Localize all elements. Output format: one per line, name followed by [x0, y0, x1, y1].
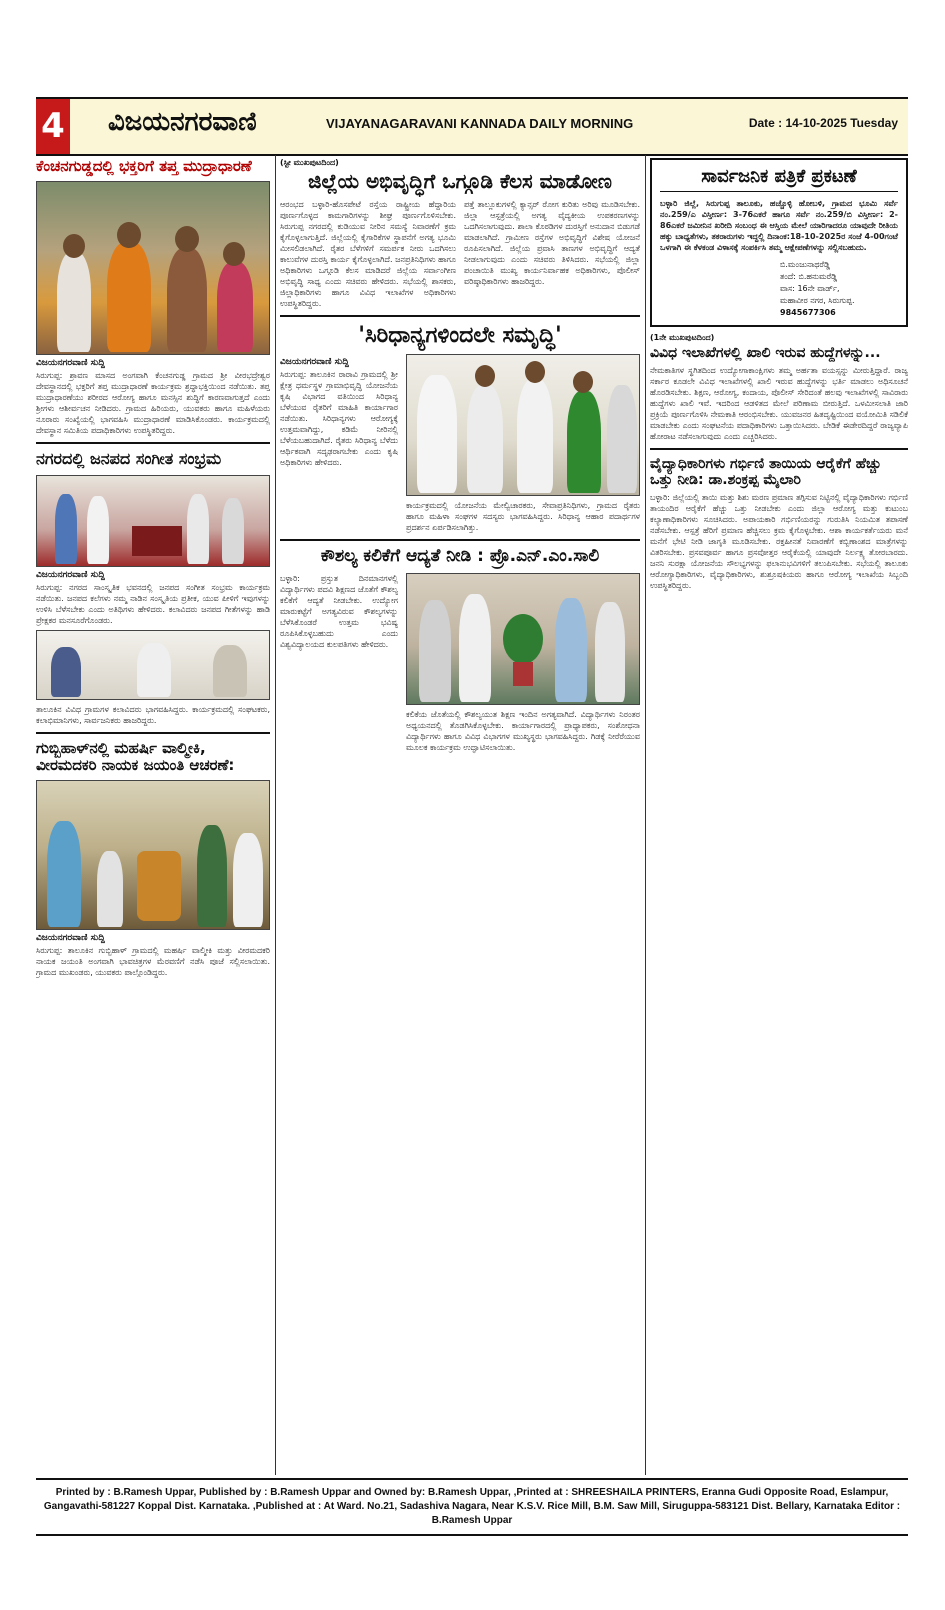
story-body-pregnant-care: ಬಳ್ಳಾರಿ: ಜಿಲ್ಲೆಯಲ್ಲಿ ತಾಯಿ ಮತ್ತು ಶಿಶು ಮರಣ ಪ್ರಮಾಣ ತಗ್ಗಿಸುವ ನಿಟ್ಟಿನಲ್ಲಿ ವೈದ್ಯಾಧಿಕಾರಿಗಳು ಗರ್ಭಿಣಿ ತಾಯಂದಿರ ಆರೈಕೆಗೆ ಹೆಚ್ಚು ಒತ್ತು ನೀಡಬೇಕು ಎಂದು ಜಿಲ್ಲಾ ಆರೋಗ್ಯ ಮತ್ತು ಕುಟುಂಬ ಕಲ್ಯಾಣಾಧಿಕಾರಿಗಳು ಸೂಚಿಸಿದರು. ಅಪಾಯಕಾರಿ ಗರ್ಭಿಣಿಯರನ್ನು ಗುರುತಿಸಿ ನಿಯಮಿತ ತಪಾಸಣೆ ನಡೆಸಬೇಕು. ಆಸ್ಪತ್ರೆ ಹೆರಿಗೆ ಪ್ರಮಾಣ ಹೆಚ್ಚಿಸಲು ಕ್ರಮ ಕೈಗೊಳ್ಳಬೇಕು. ಆಶಾ ಕಾರ್ಯಕರ್ತೆಯರು ಮನೆ ಮನೆಗೆ ಭೇಟಿ ನೀಡಿ ಜಾಗೃತಿ ಮೂಡಿಸಬೇಕು. ರಕ್ತಹೀನತೆ ನಿವಾರಣೆಗೆ ಕಬ್ಬಿಣಾಂಶದ ಮಾತ್ರೆಗಳನ್ನು ವಿತರಿಸಬೇಕು. ಪ್ರಸವಪೂರ್ವ ಹಾಗೂ ಪ್ರಸವೋತ್ತರ ಆರೈಕೆಯಲ್ಲಿ ಯಾವುದೇ ನಿರ್ಲಕ್ಷ್ಯ ತೋರಬಾರದು. ಜನನಿ ಸುರಕ್ಷಾ ಯೋಜನೆಯ ಸೌಲಭ್ಯಗಳನ್ನು ಫಲಾನುಭವಿಗಳಿಗೆ ತಲುಪಿಸಬೇಕು. ಸಭೆಯಲ್ಲಿ ತಾಲೂಕು ಆರೋಗ್ಯಾಧಿಕಾರಿಗಳು, ವೈದ್ಯಾಧಿಕಾರಿಗಳು, ಶುಶ್ರೂಷಕಿಯರು ಹಾಗೂ ಆರೋಗ್ಯ ಇಲಾಖೆಯ ಸಿಬ್ಬಂದಿ ಉಪಸ್ಥಿತರಿದ್ದರು. [650, 493, 908, 591]
divider [280, 315, 640, 317]
headline-kenchanagudda: ಕೆಂಚನಗುಡ್ಡದಲ್ಲಿ ಭಕ್ತರಿಗೆ ತಪ್ತ ಮುದ್ರಾಧಾರಣೆ [36, 158, 252, 175]
notice-signatory-name: ಬಿ.ಮಂಜುನಾಥರೆಡ್ಡಿ [780, 260, 830, 269]
public-notice-heading: ಸಾರ್ವಜನಿಕ ಪತ್ರಿಕೆ ಪ್ರಕಟಣೆ [660, 166, 898, 192]
masthead-title-kannada: ವಿಜಯನಗರವಾಣಿ [108, 107, 257, 137]
story-body-skill-left: ಬಳ್ಳಾರಿ: ಪ್ರಸ್ತುತ ದಿನಮಾನಗಳಲ್ಲಿ ವಿದ್ಯಾರ್ಥಿಗಳು ಪದವಿ ಶಿಕ್ಷಣದ ಜೊತೆಗೆ ಕೌಶಲ್ಯ ಕಲಿಕೆಗೆ ಆದ್ಯತೆ ನೀಡಬೇಕು. ಉದ್ಯೋಗ ಮಾರುಕಟ್ಟೆಗೆ ಅಗತ್ಯವಿರುವ ಕೌಶಲ್ಯಗಳನ್ನು ಬೆಳೆಸಿಕೊಂಡರೆ ಉತ್ತಮ ಭವಿಷ್ಯ ರೂಪಿಸಿಕೊಳ್ಳಬಹುದು ಎಂದು ವಿಶ್ವವಿದ್ಯಾಲಯದ ಕುಲಪತಿಗಳು ಹೇಳಿದರು. [280, 573, 398, 649]
divider [36, 732, 270, 734]
story-body-vacant-posts: ನೇಮಕಾತಿಗಳ ಸ್ಥಗಿತದಿಂದ ಉದ್ಯೋಗಾಕಾಂಕ್ಷಿಗಳು ತಮ್ಮ ಅರ್ಹತಾ ವಯಸ್ಸನ್ನು ಮೀರುತ್ತಿದ್ದಾರೆ. ರಾಜ್ಯ ಸರ್ಕಾರ ಕೂಡಲೇ ವಿವಿಧ ಇಲಾಖೆಗಳಲ್ಲಿ ಖಾಲಿ ಇರುವ ಹುದ್ದೆಗಳನ್ನು ಭರ್ತಿ ಮಾಡಲು ಅಧಿಸೂಚನೆ ಹೊರಡಿಸಬೇಕು. ಶಿಕ್ಷಣ, ಆರೋಗ್ಯ, ಕಂದಾಯ, ಪೊಲೀಸ್ ಸೇರಿದಂತೆ ಹಲವು ಇಲಾಖೆಗಳಲ್ಲಿ ಸಾವಿರಾರು ಹುದ್ದೆಗಳು ಖಾಲಿ ಇವೆ. ಇದರಿಂದ ಆಡಳಿತದ ಮೇಲೆ ಪರಿಣಾಮ ಬೀರುತ್ತಿದೆ. ಒಳಮೀಸಲಾತಿ ಜಾರಿ ಪ್ರಕ್ರಿಯೆ ಪೂರ್ಣಗೊಳಿಸಿ ನೇಮಕಾತಿ ಆರಂಭಿಸಬೇಕು. ಯುವಜನರ ಹಿತದೃಷ್ಟಿಯಿಂದ ವಯೋಮಿತಿ ಸಡಿಲಿಕೆ ಮಾಡಬೇಕು ಎಂದು ಸಂಘಟನೆಯ ಪದಾಧಿಕಾರಿಗಳು ಒತ್ತಾಯಿಸಿದರು. ಬೇಡಿಕೆ ಈಡೇರದಿದ್ದರೆ ರಾಜ್ಯವ್ಯಾಪಿ ಹೋರಾಟ ನಡೆಸಲಾಗುವುದು ಎಂದು ಎಚ್ಚರಿಸಿದರು. [650, 366, 908, 442]
photo-skill-plant-watering [406, 573, 640, 705]
story-body-siridhanya-bottom: ಕಾರ್ಯಕ್ರಮದಲ್ಲಿ ಯೋಜನೆಯ ಮೇಲ್ವಿಚಾರಕರು, ಸೇವಾಪ್ರತಿನಿಧಿಗಳು, ಗ್ರಾಮದ ರೈತರು ಹಾಗೂ ಮಹಿಳಾ ಸಂಘಗಳ ಸದಸ್ಯರು ಭಾಗವಹಿಸಿದ್ದರು. ಸಿರಿಧಾನ್ಯ ಆಹಾರ ಪದಾರ್ಥಗಳ ಪ್ರದರ್ಶನ ಏರ್ಪಡಿಸಲಾಗಿತ್ತು. [406, 501, 640, 533]
kicker: (1ನೇ ಮುಖಪುಟದಿಂದ) [650, 333, 715, 342]
photo-siridhanya-lamp-lighting [406, 354, 640, 496]
imprint-footer [36, 1478, 908, 1536]
notice-signatory-address: ವಾಸ: 16ನೇ ವಾರ್ಡ್, [780, 284, 840, 293]
credit-line: ವಿಜಯನಗರವಾಣಿ ಸುದ್ದಿ [36, 933, 105, 944]
imprint-text: Printed by : B.Ramesh Uppar, Published by : B.Ramesh Uppar and Owned by: B.Ramesh Uppar, ,Printed at : SHREESHAILA PRINTERS, Eranna Gudi Opposite Road, Eslampur, Gangavathi-581227 Koppal Dist. Karnataka. ,Published at : At Ward. No.21, Sadashiva Nagara, Near K.S.V. Rice Mill, B.M. Saw Mill, Siruguppa-583121 Dist. Bellary, Karnataka Editor : B.Ramesh Uppar [43, 1487, 901, 1526]
credit-line: ವಿಜಯನಗರವಾಣಿ ಸುದ್ದಿ [36, 358, 105, 369]
masthead-title-english: VIJAYANAGARAVANI KANNADA DAILY MORNING [326, 116, 634, 131]
headline-skill-learning: ಕೌಶಲ್ಯ ಕಲಿಕೆಗೆ ಆದ್ಯತೆ ನೀಡಿ : ಪ್ರೊ.ಎನ್.ಎಂ.ಸಾಲಿ [320, 546, 600, 567]
headline-gubbihal: ಗುಬ್ಬಿಹಾಳ್‌ನಲ್ಲಿ ಮಹರ್ಷಿ ವಾಲ್ಮೀಕಿ, ವೀರಮದಕರಿ ನಾಯಕ ಜಯಂತಿ ಆಚರಣೆ: [36, 738, 235, 774]
divider [280, 539, 640, 541]
photo-janapada-stage [36, 475, 270, 567]
public-notice-body: ಬಳ್ಳಾರಿ ಜಿಲ್ಲೆ, ಸಿರುಗುಪ್ಪ ತಾಲೂಕು, ಹಚ್ಚೊಳ್ಳಿ ಹೋಬಳಿ, ಗ್ರಾಮದ ಭೂಮಿ ಸರ್ವೆ ನಂ.259/ಎ ವಿಸ್ತೀರ್ಣ: 3-76ಎಕರೆ ಹಾಗೂ ಸರ್ವೆ ನಂ.259/ಬಿ ವಿಸ್ತೀರ್ಣ: 2-86ಎಕರೆ ಜಮೀನಿನ ಖರೀದಿ ಸಂಬಂಧ ಈ ಆಸ್ತಿಯ ಮೇಲೆ ಯಾರಿಗಾದರೂ ಯಾವುದೇ ರೀತಿಯ ಹಕ್ಕು ಬಾಧ್ಯತೆಗಳು, ತಕರಾರುಗಳು ಇದ್ದಲ್ಲಿ ದಿನಾಂಕ:18-10-2025ರ ಸಂಜೆ 4-00ಗಂಟೆ ಒಳಗಾಗಿ ಈ ಕೆಳಕಂಡ ವಿಳಾಸಕ್ಕೆ ಸಂಪರ್ಕಿಸಿ ತಮ್ಮ ಆಕ್ಷೇಪಣೆಗಳನ್ನು ಸಲ್ಲಿಸಬಹುದು. [660, 199, 898, 252]
divider [650, 448, 908, 450]
story-body-skill-right: ಕಲಿಕೆಯ ಜೊತೆಯಲ್ಲಿ ಕೌಶಲ್ಯಯುತ ಶಿಕ್ಷಣ ಇಂದಿನ ಅಗತ್ಯವಾಗಿದೆ. ವಿದ್ಯಾರ್ಥಿಗಳು ನಿರಂತರ ಅಧ್ಯಯನದಲ್ಲಿ ತೊಡಗಿಸಿಕೊಳ್ಳಬೇಕು. ಕಾರ್ಯಾಗಾರದಲ್ಲಿ ಪ್ರಾಧ್ಯಾಪಕರು, ಸಂಶೋಧನಾ ವಿದ್ಯಾರ್ಥಿಗಳು ಹಾಗೂ ವಿವಿಧ ವಿಭಾಗಗಳ ಮುಖ್ಯಸ್ಥರು ಭಾಗವಹಿಸಿದ್ದರು. ಗಿಡಕ್ಕೆ ನೀರೆರೆಯುವ ಮೂಲಕ ಕಾರ್ಯಕ್ರಮ ಉದ್ಘಾಟಿಸಲಾಯಿತು. [406, 709, 640, 752]
column-divider [275, 155, 276, 1475]
headline-district-development: ಜಿಲ್ಲೆಯ ಅಭಿವೃದ್ಧಿಗೆ ಒಗ್ಗೂಡಿ ಕೆಲಸ ಮಾಡೋಣ [308, 169, 612, 193]
column-middle [280, 158, 640, 1474]
story-body-siridhanya-left: ಸಿರುಗುಪ್ಪ: ತಾಲೂಕಿನ ರಾರಾವಿ ಗ್ರಾಮದಲ್ಲಿ ಶ್ರೀ ಕ್ಷೇತ್ರ ಧರ್ಮಸ್ಥಳ ಗ್ರಾಮಾಭಿವೃದ್ಧಿ ಯೋಜನೆಯ ಕೃಷಿ ವಿಭಾಗದ ವತಿಯಿಂದ ಸಿರಿಧಾನ್ಯ ಬೆಳೆಯುವ ರೈತರಿಗೆ ಮಾಹಿತಿ ಕಾರ್ಯಾಗಾರ ನಡೆಯಿತು. ಸಿರಿಧಾನ್ಯಗಳು ಆರೋಗ್ಯಕ್ಕೆ ಉತ್ತಮವಾಗಿದ್ದು, ಕಡಿಮೆ ನೀರಿನಲ್ಲಿ ಬೆಳೆಯಬಹುದಾಗಿದೆ. ರೈತರು ಸಿರಿಧಾನ್ಯ ಬೆಳೆದು ಆರ್ಥಿಕವಾಗಿ ಸದೃಢರಾಗಬೇಕು ಎಂದು ಕೃಷಿ ಅಧಿಕಾರಿಗಳು ಹೇಳಿದರು. [280, 370, 398, 468]
story-body-janapada: ಸಿರುಗುಪ್ಪ: ನಗರದ ಸಾಂಸ್ಕೃತಿಕ ಭವನದಲ್ಲಿ ಜನಪದ ಸಂಗೀತ ಸಂಭ್ರಮ ಕಾರ್ಯಕ್ರಮ ನಡೆಯಿತು. ಜನಪದ ಕಲೆಗಳು ನಮ್ಮ ನಾಡಿನ ಸಂಸ್ಕೃತಿಯ ಪ್ರತೀಕ, ಯುವ ಪೀಳಿಗೆ ಇವುಗಳನ್ನು ಉಳಿಸಿ ಬೆಳೆಸಬೇಕು ಎಂದು ಅತಿಥಿಗಳು ಹೇಳಿದರು. ಕಲಾವಿದರು ಜನಪದ ಗೀತೆಗಳನ್ನು ಹಾಡಿ ಪ್ರೇಕ್ಷಕರ ಮನಸೂರೆಗೊಂಡರು. [36, 582, 270, 625]
photo-valmiki-jayanti [36, 780, 270, 930]
headline-vacant-posts: ವಿವಿಧ ಇಲಾಖೆಗಳಲ್ಲಿ ಖಾಲಿ ಇರುವ ಹುದ್ದೆಗಳನ್ನು... [650, 345, 881, 361]
divider [36, 442, 270, 444]
page-number: 4 [36, 99, 70, 154]
notice-signatory-phone: 9845677306 [780, 308, 836, 317]
credit-line: ವಿಜಯನಗರವಾಣಿ ಸುದ್ದಿ [36, 569, 105, 580]
story-body-janapada-cont: ತಾಲೂಕಿನ ವಿವಿಧ ಗ್ರಾಮಗಳ ಕಲಾವಿದರು ಭಾಗವಹಿಸಿದ್ದರು. ಕಾರ್ಯಕ್ರಮದಲ್ಲಿ ಸಂಘಟಕರು, ಕಲಾಭಿಮಾನಿಗಳು, ಸಾರ್ವಜನಿಕರು ಹಾಜರಿದ್ದರು. [36, 704, 270, 725]
headline-pregnant-care: ವೈದ್ಯಾಧಿಕಾರಿಗಳು ಗರ್ಭಿಣಿ ತಾಯಿಯ ಆರೈಕೆಗೆ ಹೆಚ್ಚು ಒತ್ತು ನೀಡಿ: ಡಾ.ಶಂಕ್ರಪ್ಪ ಮೈಲಾರಿ [650, 456, 882, 489]
credit-line: ವಿಜಯನಗರವಾಣಿ ಸುದ್ದಿ [280, 357, 349, 368]
notice-signatory-father: ತಂದೆ: ಬಿ.ಹನುಮರೆಡ್ಡಿ [780, 272, 838, 281]
story-body-development-left: ಆರಂಭದ ಬಳ್ಳಾರಿ-ಹೊಸಪೇಟೆ ರಸ್ತೆಯ ರಾಷ್ಟ್ರೀಯ ಹೆದ್ದಾರಿಯ ಪೂರ್ಣಗೊಳ್ಳದ ಕಾಮಗಾರಿಗಳನ್ನು ಶೀಘ್ರ ಪೂರ್ಣಗೊಳಿಸಬೇಕು. ಸಿರುಗುಪ್ಪ ನಗರದಲ್ಲಿ ಕುಡಿಯುವ ನೀರಿನ ಸಮಸ್ಯೆ ನಿವಾರಣೆಗೆ ಕ್ರಮ ಕೈಗೊಳ್ಳಲಾಗುತ್ತಿದೆ. ಜಿಲ್ಲೆಯಲ್ಲಿ ಕೈಗಾರಿಕೆಗಳ ಸ್ಥಾಪನೆಗೆ ಅಗತ್ಯ ಭೂಮಿ ಮೀಸಲಿಡಲಾಗಿದೆ. ರೈತರ ಬೆಳೆಗಳಿಗೆ ಸಮರ್ಪಕ ನೀರು ಒದಗಿಸಲು ಕಾಲುವೆಗಳ ದುರಸ್ತಿ ಕಾರ್ಯ ಕೈಗೊಳ್ಳಲಾಗಿದೆ. ಜನಪ್ರತಿನಿಧಿಗಳು ಹಾಗೂ ಅಧಿಕಾರಿಗಳು ಒಗ್ಗೂಡಿ ಕೆಲಸ ಮಾಡಿದರೆ ಜಿಲ್ಲೆಯ ಸರ್ವಾಂಗೀಣ ಅಭಿವೃದ್ಧಿ ಸಾಧ್ಯ ಎಂದು ಸಚಿವರು ಹೇಳಿದರು. ಸಭೆಯಲ್ಲಿ ಶಾಸಕರು, ಜಿಲ್ಲಾಧಿಕಾರಿಗಳು ಹಾಗೂ ವಿವಿಧ ಇಲಾಖೆಗಳ ಅಧಿಕಾರಿಗಳು ಉಪಸ್ಥಿತರಿದ್ದರು. [280, 200, 456, 308]
story-body-kenchanagudda: ಸಿರುಗುಪ್ಪ: ಶ್ರಾವಣ ಮಾಸದ ಅಂಗವಾಗಿ ಕೆಂಚನಗುಡ್ಡ ಗ್ರಾಮದ ಶ್ರೀ ವೀರಭದ್ರೇಶ್ವರ ದೇವಸ್ಥಾನದಲ್ಲಿ ಭಕ್ತರಿಗೆ ತಪ್ತ ಮುದ್ರಾಧಾರಣೆ ಕಾರ್ಯಕ್ರಮ ಶ್ರದ್ಧಾಭಕ್ತಿಯಿಂದ ನಡೆಯಿತು. ತಪ್ತ ಮುದ್ರಾಧಾರಣೆಯು ಶರೀರದ ಆರೋಗ್ಯ ಹಾಗೂ ಮನಸ್ಸಿನ ಶುದ್ಧಿಗೆ ಕಾರಣವಾಗುತ್ತದೆ ಎಂದು ಶ್ರೀಗಳು ಆಶೀರ್ವಚನ ನೀಡಿದರು. ಗ್ರಾಮದ ಹಿರಿಯರು, ಯುವಕರು ಹಾಗೂ ಮಹಿಳೆಯರು ನೂರಾರು ಸಂಖ್ಯೆಯಲ್ಲಿ ಭಾಗವಹಿಸಿ ಮುದ್ರಾಧಾರಣೆ ಮಾಡಿಸಿಕೊಂಡರು. ಕಾರ್ಯಕ್ರಮದಲ್ಲಿ ದೇವಸ್ಥಾನ ಸಮಿತಿಯ ಪದಾಧಿಕಾರಿಗಳು ಉಪಸ್ಥಿತರಿದ್ದರು. [36, 371, 270, 436]
column-right [650, 158, 908, 1474]
story-body-gubbihal: ಸಿರುಗುಪ್ಪ: ತಾಲೂಕಿನ ಗುಬ್ಬಿಹಾಳ್ ಗ್ರಾಮದಲ್ಲಿ ಮಹರ್ಷಿ ವಾಲ್ಮೀಕಿ ಮತ್ತು ವೀರಮದಕರಿ ನಾಯಕ ಜಯಂತಿ ಅಂಗವಾಗಿ ಭಾವಚಿತ್ರಗಳ ಮೆರವಣಿಗೆ ನಡೆಸಿ ಪೂಜೆ ಸಲ್ಲಿಸಲಾಯಿತು. ಗ್ರಾಮದ ಮುಖಂಡರು, ಯುವಕರು ಪಾಲ್ಗೊಂಡಿದ್ದರು. [36, 946, 270, 978]
headline-janapada: ನಗರದಲ್ಲಿ ಜನಪದ ಸಂಗೀತ ಸಂಭ್ರಮ [36, 449, 222, 469]
column-divider [645, 155, 646, 1475]
notice-signatory-city: ಮಹಾವೀರ ನಗರ, ಸಿರುಗುಪ್ಪ. [780, 296, 855, 305]
public-notice [650, 158, 908, 327]
kicker: (ಸ್ಟೀ ಮುಖಪುಟದಿಂದ) [280, 158, 339, 167]
story-body-development-right: ಪತ್ತೆ ತಾಲ್ಲೂಕುಗಳಲ್ಲಿ ಕ್ಯಾನ್ಸರ್ ರೋಗ ಕುರಿತು ಅರಿವು ಮೂಡಿಸಬೇಕು. ಜಿಲ್ಲಾ ಆಸ್ಪತ್ರೆಯಲ್ಲಿ ಅಗತ್ಯ ವೈದ್ಯಕೀಯ ಉಪಕರಣಗಳನ್ನು ಒದಗಿಸಲಾಗುವುದು. ಶಾಲಾ ಕೊಠಡಿಗಳ ದುರಸ್ತಿಗೆ ಅನುದಾನ ಬಿಡುಗಡೆ ಮಾಡಲಾಗಿದೆ. ಗ್ರಾಮೀಣ ರಸ್ತೆಗಳ ಅಭಿವೃದ್ಧಿಗೆ ವಿಶೇಷ ಯೋಜನೆ ರೂಪಿಸಲಾಗಿದೆ. ಜಿಲ್ಲೆಯ ಪ್ರವಾಸಿ ತಾಣಗಳ ಅಭಿವೃದ್ಧಿಗೆ ಆದ್ಯತೆ ನೀಡಲಾಗುವುದು ಎಂದು ಸಚಿವರು ತಿಳಿಸಿದರು. ಸಭೆಯಲ್ಲಿ ಜಿಲ್ಲಾ ಪಂಚಾಯಿತಿ ಮುಖ್ಯ ಕಾರ್ಯನಿರ್ವಾಹಕ ಅಧಿಕಾರಿಗಳು, ಪೊಲೀಸ್ ವರಿಷ್ಠಾಧಿಕಾರಿಗಳು ಹಾಜರಿದ್ದರು. [464, 200, 640, 286]
headline-siridhanya: 'ಸಿರಿಧಾನ್ಯಗಳಿಂದಲೇ ಸಮೃದ್ಧಿ' [358, 323, 562, 348]
column-left [36, 158, 270, 1474]
masthead [36, 97, 908, 156]
photo-janapada-musicians [36, 630, 270, 700]
masthead-date: Date : 14-10-2025 Tuesday [748, 116, 898, 130]
photo-mudradharane [36, 181, 270, 355]
